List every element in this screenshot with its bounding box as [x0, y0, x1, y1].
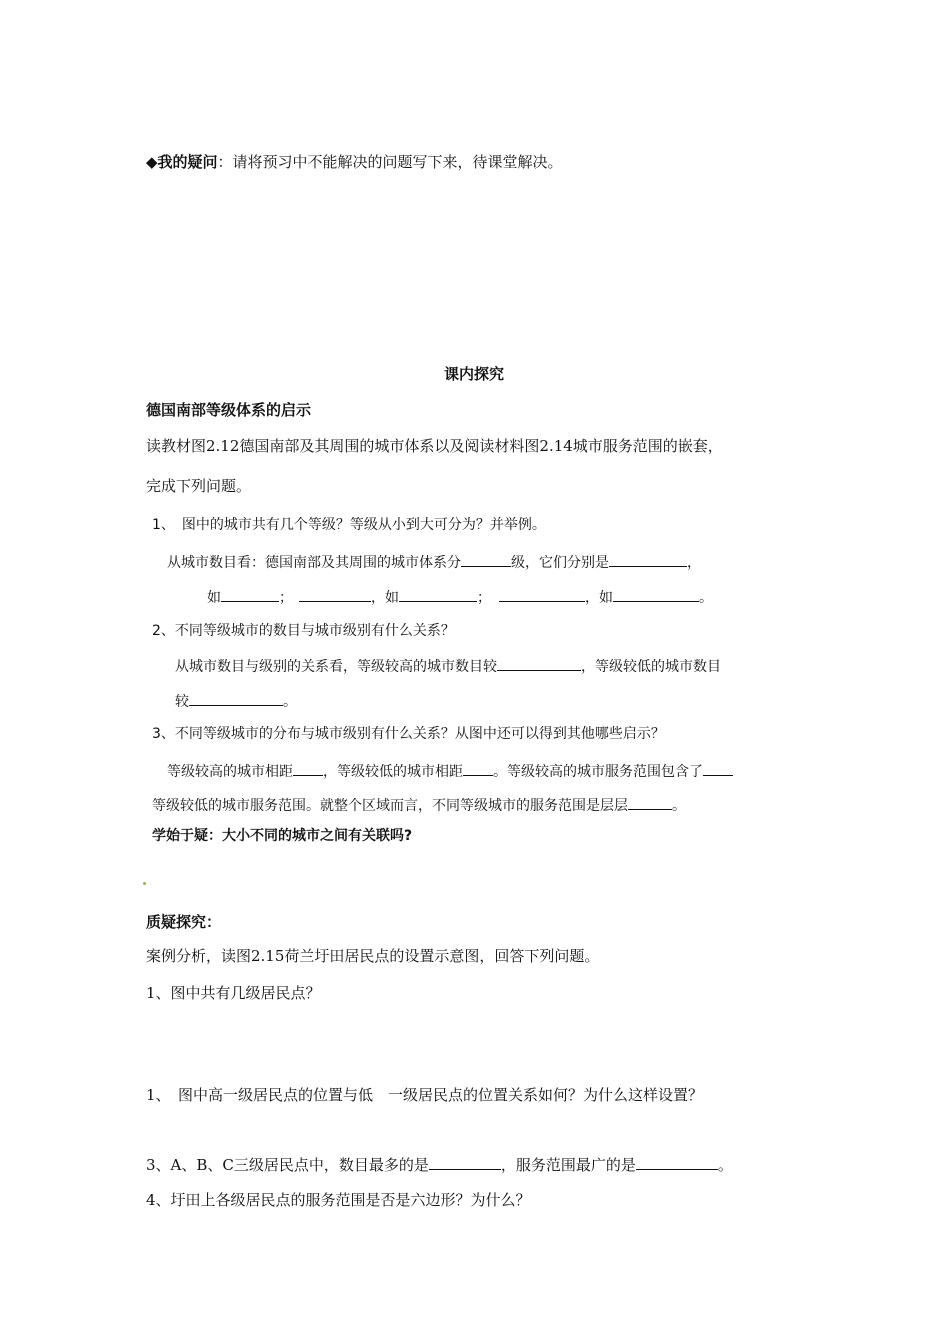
q3-answer-p2: ，等级较低的城市相距	[323, 764, 463, 780]
inquiry-title: 质疑探究：	[146, 913, 222, 931]
q3-answer2-end: 。	[672, 798, 686, 814]
q1-answer-row-1	[167, 551, 701, 573]
doubt-prompt: 学始于疑：大小不同的城市之间有关联吗?	[152, 828, 413, 844]
q1-blank-levels[interactable]	[461, 551, 511, 567]
q3-answer-row-2	[152, 794, 686, 816]
q1-answer-end: ，	[687, 555, 701, 571]
q1-blank-example-2[interactable]	[399, 586, 477, 602]
q3-answer-p3: 。等级较高的城市服务范围包含了	[493, 764, 703, 780]
inquiry-q3-p2: ，服务范围最广的是	[500, 1156, 636, 1174]
q2-answer-row-2	[175, 690, 297, 712]
scan-speck	[143, 882, 146, 885]
inquiry-q1: 1、图中共有几级居民点？	[146, 984, 321, 1002]
q2-blank-lower[interactable]	[189, 690, 283, 706]
q1-ru-2: ，如	[371, 590, 399, 606]
q1-answer-prefix: 从城市数目看：德国南部及其周围的城市体系分	[167, 555, 461, 571]
section-title: 课内探究	[444, 365, 505, 383]
q1-blank-level-2[interactable]	[299, 586, 371, 602]
q1-ru-3: ，如	[585, 590, 613, 606]
q3-blank-nested[interactable]	[628, 794, 672, 810]
inquiry-q4: 4、圩田上各级居民点的服务范围是否是六边形？为什么？	[146, 1191, 531, 1209]
q2-blank-higher[interactable]	[497, 655, 581, 671]
q2-answer-row-1	[175, 655, 721, 677]
q1-blank-list[interactable]	[609, 551, 687, 567]
q1-blank-level-3[interactable]	[499, 586, 585, 602]
q2-answer2-prefix: 较	[175, 694, 189, 710]
q1-sep-2: ；	[477, 590, 491, 606]
inquiry-q3-blank-most[interactable]	[429, 1154, 501, 1170]
inquiry-intro: 案例分析，读图2.15荷兰圩田居民点的设置示意图，回答下列问题。	[146, 947, 600, 965]
q1-answer-mid: 级，它们分别是	[511, 555, 609, 571]
q2-question: 2、不同等级城市的数目与城市级别有什么关系？	[152, 623, 455, 639]
inquiry-q3-end: 。	[717, 1156, 733, 1174]
q3-answer-p1: 等级较高的城市相距	[167, 764, 293, 780]
q1-blank-example-1[interactable]	[221, 586, 279, 602]
inquiry-q3	[146, 1154, 733, 1175]
inquiry-q3-blank-widest[interactable]	[636, 1154, 718, 1170]
q1-question: 1、 图中的城市共有几个等级？等级从小到大可分为？并举例。	[152, 517, 546, 533]
q2-answer-prefix: 从城市数目与级别的关系看，等级较高的城市数目较	[175, 659, 497, 675]
topic-title: 德国南部等级体系的启示	[146, 401, 312, 419]
q2-answer2-end: 。	[283, 694, 297, 710]
q3-answer2-p1: 等级较低的城市服务范围。就整个区域而言，不同等级城市的服务范围是层层	[152, 798, 628, 814]
q3-blank-lower-distance[interactable]	[463, 760, 493, 776]
my-question-line	[146, 152, 563, 172]
q3-answer-row-1	[167, 760, 733, 782]
q1-row2-end: 。	[699, 590, 713, 606]
q1-answer-row-2	[207, 586, 713, 608]
inquiry-q3-p1: 3、A、B、C三级居民点中，数目最多的是	[146, 1156, 429, 1174]
intro-line-2: 完成下列问题。	[146, 477, 252, 495]
q3-question: 3、不同等级城市的分布与城市级别有什么关系？从图中还可以得到其他哪些启示？	[152, 726, 665, 742]
q1-blank-example-3[interactable]	[613, 586, 699, 602]
q2-answer-mid: ，等级较低的城市数目	[581, 659, 721, 675]
q3-blank-higher-distance[interactable]	[293, 760, 323, 776]
my-question-label: ◆我的疑问	[146, 153, 218, 171]
intro-line-1: 读教材图2.12德国南部及其周围的城市体系以及阅读材料图2.14城市服务范围的嵌套，	[146, 437, 723, 455]
q3-blank-contains[interactable]	[703, 760, 733, 776]
inquiry-q2: 1、 图中高一级居民点的位置与低 一级居民点的位置关系如何？为什么这样设置？	[146, 1086, 704, 1104]
q1-ru-1: 如	[207, 590, 221, 606]
q1-sep-1: ；	[279, 590, 293, 606]
my-question-text: ：请将预习中不能解决的问题写下来，待课堂解决。	[217, 153, 563, 171]
